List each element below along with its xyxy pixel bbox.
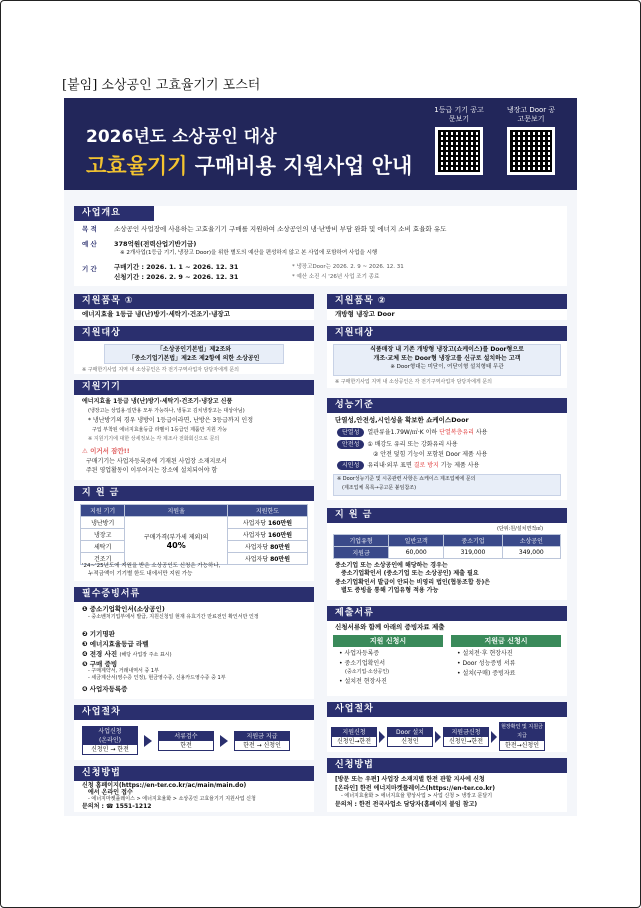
perf-label: 단열성 <box>337 428 364 437</box>
doc-sub: (해당 사업장 주소 표시) <box>119 652 172 658</box>
left-target-note: ※ 구매한기사업 지역 내 소상공인은 각 전기구역사업자 담당자에게 문의 <box>82 367 239 373</box>
overview-label: 기 간 <box>82 265 97 273</box>
table-header: 지원율 <box>125 505 228 517</box>
process-step <box>82 726 138 755</box>
submit-text: 설치(구매) 증빙자료 <box>462 670 516 677</box>
step-title: 서류검수 <box>159 732 213 741</box>
left-device-section <box>74 380 314 480</box>
table-cell: 냉난방기 <box>81 517 125 529</box>
section-heading: 제출서류 <box>327 606 567 621</box>
perf-highlight: 단열복층유리 <box>439 429 474 436</box>
perf-text: ① 배강도 유리 또는 강화유리 사용 <box>367 441 458 448</box>
section-heading: 사업개요 <box>74 206 154 221</box>
left-target-section <box>74 326 314 374</box>
left-apply-section <box>74 766 314 812</box>
amount-note: 별도 증빙을 통해 기업유형 적용 가능 <box>341 587 439 594</box>
section-heading: 필수증빙서류 <box>74 587 314 602</box>
section-heading: 지원기기 <box>74 380 314 395</box>
table-cell <box>227 553 307 565</box>
poster-title-line2 <box>86 150 412 180</box>
table-header: 중소기업 <box>444 535 502 547</box>
process-step <box>499 722 545 751</box>
perf-text: 사용 <box>473 429 488 436</box>
right-submit-section <box>327 606 567 696</box>
submit-grant-header: 지원금 신청시 <box>451 635 561 647</box>
table-header: 일반고객 <box>389 535 444 547</box>
arrow-right-icon <box>144 735 152 747</box>
doc-item: ❸ 에너지효율등급 라벨 <box>82 640 149 648</box>
arrow-right-icon <box>379 731 385 743</box>
step-title: 사업신청 <box>83 727 137 736</box>
warning-title-text: 이거서 잠깐!! <box>90 447 130 455</box>
left-items-text: 에너지효율 1등급 냉(난)방기·세탁기·건조기·냉장고 <box>82 310 230 318</box>
perf-row <box>337 461 479 471</box>
right-process-flow <box>331 722 545 751</box>
section-heading: 신청방법 <box>74 766 314 781</box>
step-title: 지원금신청 <box>444 728 488 737</box>
limit-value: 80만원 <box>270 544 291 551</box>
doc-text: 구매 증빙 <box>89 660 118 668</box>
overview-purchase-period: 구매기간 : 2026. 1. 1 ~ 2026. 12. 31 <box>114 263 239 271</box>
apply-path: - 에너지마켓플레이스 > 에너지효율화 > 소상공인 고효율기기 지원사업 신청 <box>88 796 256 802</box>
step-title: 현장확인 및 지원금 지급 <box>501 724 543 739</box>
doc-item: ❻ 사업자등록증 <box>82 685 128 693</box>
doc-item: ❹ 전경 사진 (해당 사업장 주소 표시) <box>82 650 172 658</box>
qr-icon <box>435 127 483 175</box>
perf-label: 안전성 <box>337 440 364 449</box>
doc-item: ❶ 중소기업확인서(소상공인) <box>82 605 165 613</box>
submit-intro: 신청서류와 함께 아래의 증빙자료 제출 <box>335 623 445 631</box>
table-cell <box>227 541 307 553</box>
arrow-right-icon <box>220 735 228 747</box>
qr-code-2[interactable] <box>504 106 558 175</box>
overview-door-note: * 냉장고Door는 2026. 2. 9 ~ 2026. 12. 31 <box>292 264 404 270</box>
caption: [붙임] 소상공인 고효율기기 포스터 <box>62 78 261 93</box>
limit-value: 160만원 <box>267 532 293 539</box>
submit-item: • 설치전·후 현장사진 <box>457 650 513 657</box>
limit-value: 80만원 <box>270 556 291 563</box>
table-cell: 60,000 <box>389 547 444 559</box>
overview-purpose: 소상공인 사업장에 사용하는 고효율기기 구매를 지원하여 소상공인의 냉·난방비 부담 완화 및 에너지 소비 효율화 유도 <box>114 225 447 233</box>
right-target-line2: 개조·교체 또는 Door형 냉장고를 신규로 설치하는 고객 <box>373 355 521 362</box>
submit-text: 사업자등록증 <box>344 650 380 657</box>
warning-title: ⚠ 이거서 잠깐!! <box>82 447 130 455</box>
table-cell: 349,000 <box>502 547 560 559</box>
right-perf-section <box>327 398 567 500</box>
qr-label-1: 1등급 기기 공고문보기 <box>434 106 484 123</box>
overview-label: 목 적 <box>82 225 97 233</box>
left-device-note: ※ 지원기기에 대한 상세정보는 각 제조사 전화회신으로 문의 <box>88 436 220 442</box>
doc-text: 전경 사진 <box>89 650 118 658</box>
arrow-right-icon <box>491 731 497 743</box>
left-device-line2b: 구입 부착된 에너지효율등급 라벨이 1등급인 제품만 지원 가능 <box>92 427 228 433</box>
submit-item: • Door 성능증빙 서류 <box>457 660 516 667</box>
table-cell: 세탁기 <box>81 541 125 553</box>
process-step <box>331 727 377 747</box>
doc-text: 에너지효율등급 라벨 <box>89 640 149 648</box>
process-step <box>234 731 290 751</box>
limit-prefix: 사업자당 <box>244 544 269 551</box>
amount-unit: (단위:원/설치면적㎡) <box>497 526 544 532</box>
section-heading: 지 원 금 <box>327 508 567 523</box>
process-step <box>443 727 489 747</box>
step-title: 지원금 지급 <box>235 732 289 741</box>
qr-code-1[interactable] <box>432 106 486 175</box>
apply-online[interactable]: [온라인] 한전 에너지마켓플레이스(https://en-ter.co.kr) <box>335 785 496 792</box>
submit-apply-header: 지원 신청시 <box>333 635 443 647</box>
table-header: 소상공인 <box>502 535 560 547</box>
right-process-section <box>327 702 567 752</box>
section-heading: 지원품목 ② <box>327 294 567 309</box>
title-highlight: 고효율기기 <box>86 154 188 178</box>
section-heading: 지 원 금 <box>74 486 314 501</box>
table-header: 기업유형 <box>334 535 389 547</box>
title-rest: 구매비용 지원사업 안내 <box>187 154 413 178</box>
submit-item: • 사업자등록증 <box>339 650 380 657</box>
rate-percent: 40% <box>166 540 186 550</box>
submit-text: 설치전·후 현장사진 <box>462 650 513 657</box>
doc-item: ❷ 기기명판 <box>82 630 115 638</box>
overview-early-end-note: * 예산 소진 시 '26년 사업 조기 종료 <box>292 274 380 280</box>
table-cell: 건조기 <box>81 553 125 565</box>
doc-text: 중소기업확인서(소상공인) <box>89 605 165 613</box>
right-amount-table <box>333 534 561 559</box>
left-device-line1: 에너지효율 1등급 냉(난)방기·세탁기·건조기·냉장고 신품 <box>82 398 233 405</box>
step-subtitle: (온라인) <box>83 736 137 745</box>
section-heading: 지원대상 <box>327 326 567 341</box>
apply-contact: 문의처 : ☎ 1551-1212 <box>82 803 152 810</box>
step-body: 신청인→한전 <box>336 737 371 745</box>
perf-note1: ※ Door성능기준 및 시공관련 사항은 쇼케이스 제조업체에 문의 <box>337 476 476 482</box>
step-body: 한전 → 신청인 <box>243 741 281 749</box>
process-step <box>387 727 433 747</box>
amount-note: 중소기업확인서 (중소기업 또는 소상공인) 제출 필요 <box>341 570 479 577</box>
submit-item: • 설치전 현장사진 <box>339 678 387 685</box>
left-device-line2: * 냉난방기의 경우 냉방이 1등급이라면, 난방은 3등급까지 인정 <box>88 417 253 424</box>
perf-text: ② 안전 덮힘 기능이 포함된 Door 제품 사용 <box>373 451 488 458</box>
doc-sub: - 구매계약서, 거래내역서 중 1부 <box>88 668 159 674</box>
submit-item: • 설치(구매) 증빙자료 <box>457 670 516 677</box>
submit-text: 설치전 현장사진 <box>344 678 387 685</box>
left-amount-table <box>80 504 308 565</box>
doc-text: 기기명판 <box>89 630 115 638</box>
section-heading: 성능기준 <box>327 398 567 413</box>
left-amount-section <box>74 486 314 581</box>
limit-value: 160만원 <box>267 520 293 527</box>
right-target-line3: ※ Door형대는 미닫이, 여닫이형 설치형태 무관 <box>390 364 504 370</box>
left-items-section <box>74 294 314 320</box>
amount-note: 중소기업확인서 발급이 안되는 비영리 법인(협동조합 등)은 <box>335 579 491 586</box>
table-header: 지원한도 <box>227 505 307 517</box>
step-body: 한전 <box>180 741 192 749</box>
apply-online: 에서 온라인 접수 <box>88 789 133 796</box>
doc-sub: - 중소벤처기업부에서 발급, 지원신청일 현재 유효기간 만료전인 확인서만 인정 <box>88 614 259 620</box>
table-cell: 지원금 <box>334 547 389 559</box>
right-target-section <box>327 326 567 388</box>
perf-highlight: 결로 방지 <box>413 462 439 469</box>
section-heading: 지원품목 ① <box>74 294 314 309</box>
left-device-line1b: (냉장고는 상업용·일반용 모두 가능하나, 냉동고 김치냉장고는 대상아님) <box>88 408 245 414</box>
submit-sub: (중소기업·소상공인) <box>345 669 390 675</box>
doc-item: ❺ 구매 증빙 <box>82 660 118 668</box>
limit-prefix: 사업자당 <box>244 556 269 563</box>
left-target-line2: 「중소기업기본법」제2조 제2항에 의한 소상공인 <box>128 355 260 362</box>
qr-label-2: 냉장고 Door 공고문보기 <box>506 106 556 123</box>
warning-line1: 구매기기는 사업자등록증에 기재된 사업장 소재지로서 <box>86 458 227 465</box>
doc-sub: - 세금계산서(영수증 인정), 현금영수증, 신용카드영수증 중 1부 <box>88 675 226 681</box>
apply-contact: 문의처 : 한전 전국사업소 담당자(홈페이지 붙임 참고) <box>335 801 478 808</box>
step-body: 신청인 <box>401 737 419 745</box>
right-amount-section <box>327 508 567 600</box>
table-row <box>81 517 308 529</box>
step-body: 신청인 → 한전 <box>91 746 129 753</box>
right-target-note: ※ 구매한기사업 지역 내 소상공인은 각 전기구역사업자 담당자에게 문의 <box>335 379 492 385</box>
section-heading: 사업절차 <box>327 702 567 717</box>
poster-title-line1: 2026년도 소상공인 대상 <box>86 127 277 147</box>
left-target-line1: 「소상공인기본법」제2조와 <box>156 346 232 353</box>
step-body: 한전→신청인 <box>504 742 539 749</box>
section-heading: 사업절차 <box>74 705 314 720</box>
arrow-right-icon <box>435 731 441 743</box>
perf-label: 시인성 <box>337 461 364 470</box>
overview-label: 예 산 <box>82 240 97 248</box>
table-header: 지원 기기 <box>81 505 125 517</box>
table-cell: 319,000 <box>444 547 502 559</box>
submit-text: Door 성능증빙 서류 <box>462 660 516 667</box>
overview-budget: 378억원(전력산업기반기금) <box>114 240 197 248</box>
apply-homepage[interactable]: 신청 홈페이지(https://en-ter.co.kr/ac/main/main.do) <box>82 782 247 789</box>
step-title: Door 설치 <box>388 728 432 737</box>
perf-text: 열관류율1.79W/㎡·K 이하 <box>367 429 438 436</box>
warning-line2: 주된 영업활동이 이루어지는 장소에 설치되어야 함 <box>86 467 218 474</box>
doc-text: 사업자등록증 <box>89 685 128 693</box>
right-items-text: 개방형 냉장고 Door <box>335 310 395 318</box>
rate-cell <box>125 517 228 565</box>
right-target-line1: 식품매장 내 기존 개방형 냉장고(쇼케이스)를 Door형으로 <box>370 346 524 353</box>
step-title: 지원신청 <box>332 728 376 737</box>
poster-header <box>64 98 577 190</box>
left-amount-note2: 누적금액이 기기별 한도 내에서만 지원 가능 <box>88 571 193 577</box>
poster <box>64 98 577 816</box>
perf-note2: (제조업체 목록→공고문 붙임참조) <box>342 485 417 491</box>
perf-text: 기능 제품 사용 <box>438 462 480 469</box>
right-items-section <box>327 294 567 320</box>
limit-prefix: 사업자당 <box>242 532 267 539</box>
section-heading: 지원대상 <box>74 326 314 341</box>
table-cell <box>227 517 307 529</box>
amount-note: 중소기업 또는 소상공인에 해당하는 경우는 <box>335 562 448 569</box>
table-cell: 냉장고 <box>81 529 125 541</box>
perf-row <box>337 428 487 438</box>
rate-text: 구매가격(부가세 제외)의 <box>143 533 209 541</box>
overview-section <box>74 206 567 286</box>
overview-apply-period: 신청기간 : 2026. 2. 9 ~ 2026. 12. 31 <box>114 273 239 281</box>
overview-budget-note: ※ 2개사업(1등급 기기, 냉장고 Door)을 위한 별도의 예산을 편성하지 않고 본 사업에 포함하여 사업을 시행 <box>120 250 378 256</box>
perf-text: 유리내·외부 표면 <box>367 462 412 469</box>
step-body: 신청인→한전 <box>448 737 483 745</box>
apply-visit: [방문 또는 우편] 사업장 소재지별 한전 관할 지사에 신청 <box>335 776 485 783</box>
left-process-section <box>74 705 314 760</box>
submit-text: 중소기업확인서 <box>344 660 386 667</box>
table-cell <box>227 529 307 541</box>
right-apply-section <box>327 758 567 812</box>
section-heading: 신청방법 <box>327 758 567 773</box>
table-row <box>334 547 561 559</box>
left-amount-note1: '24~'25년도에 지원을 받은 소상공인도 신청은 가능하나, <box>82 563 221 569</box>
limit-prefix: 사업자당 <box>242 520 267 527</box>
left-process-flow <box>82 726 290 755</box>
perf-row <box>337 440 458 450</box>
left-docs-section <box>74 587 314 699</box>
qr-icon <box>507 127 555 175</box>
process-step <box>158 731 214 751</box>
perf-intro: 단열성,안전성,시인성을 확보한 쇼케이스Door <box>335 416 469 424</box>
apply-path: - 에너지효율화 > 에너지효율 향상사업 > 사업 신청 > 냉장고 문달기 <box>341 793 493 799</box>
submit-item: • 중소기업확인서 <box>339 660 386 667</box>
